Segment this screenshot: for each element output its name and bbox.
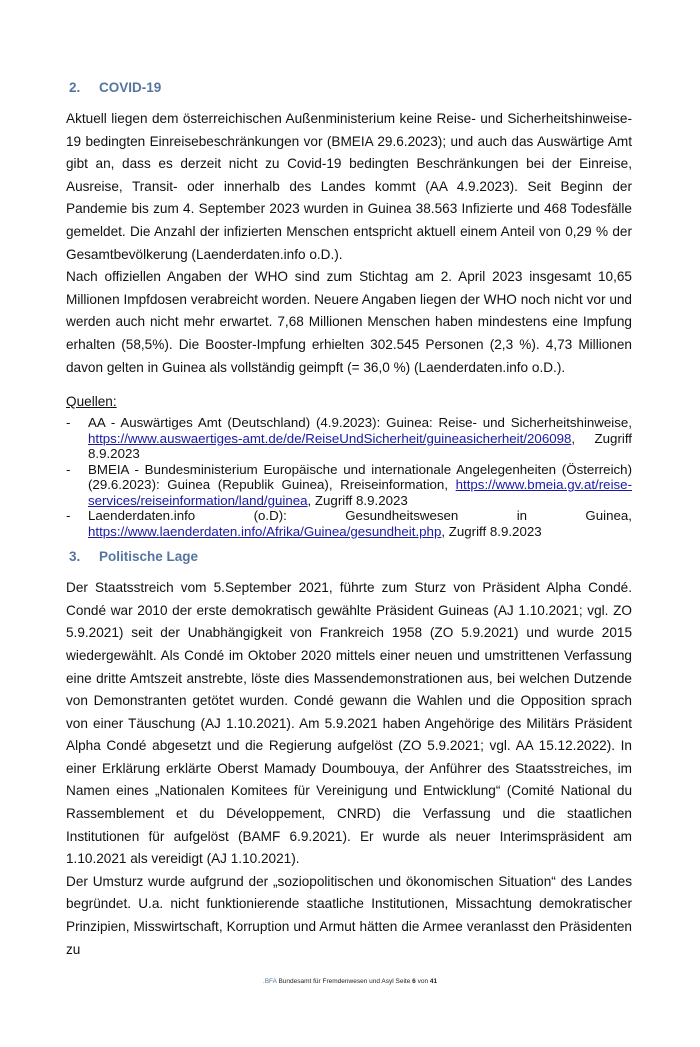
paragraph: Der Staatsstreich vom 5.September 2021, führte zum Sturz von Präsident Alpha Condé. Condé war 2010 der erste demokratisch gewählte Präsident Guineas (AJ 1.10.2021; vgl. ZO 5.9.2021) seit der Unabhängigkeit von Frankreich 1958 (ZO 5.9.2021) und wurde 2015 wiedergewählt. Als Condé im Oktober 2020 mittels einer neuen und umstrittenen Verfassung eine dritte Amtszeit anstrebte, löste dies Massendemonstrationen aus, bei welchen Dutzende von Demonstranten getötet wurden. Condé gewann die Wahlen und die Opposition sprach von einer Täuschung (AJ 1.10.2021). Am 5.9.2021 haben Angehörige des Militärs Präsident Alpha Condé abgesetzt und die Regierung aufgelöst (ZO 5.9.2021; vgl. AA 15.12.2022). In einer Erklärung erklärte Oberst Mamady Doumbouya, der Anführer des Staatsstreiches, im Namen eines „Nationalen Komitees für Vereinigung und Entwicklung“ (Comité National du Rassemblement et du Développement, CNRD) die Verfassung und die staatlichen Institutionen für aufgelöst (BAMF 6.9.2021). Er wurde als neuer Interimspräsident am 1.10.2021 als vereidigt (AJ 1.10.2021). — [66, 580, 632, 867]
sources-list — [66, 415, 632, 539]
section-heading-politics: 3. Politische Lage — [69, 549, 199, 565]
paragraph: Der Umsturz wurde aufgrund der „soziopolitischen und ökonomischen Situation“ des Landes begründet. U.a. nicht funktionierende staatliche Institutionen, Missachtung demokratischer Prinzipien, Misswirtschaft, Korruption und Armut hätten die Armee veranlasst den Präsidenten zu — [66, 873, 632, 957]
source-link[interactable]: https://www.auswaertiges-amt.de/de/ReiseUndSicherheit/guineasicherheit/206098 — [88, 430, 572, 446]
document-page — [66, 78, 632, 961]
paragraph: Nach offiziellen Angaben der WHO sind zum Stichtag am 2. April 2023 insgesamt 10,65 Millionen Impfdosen verabreicht worden. Neuere Angaben liegen der WHO noch nicht vor und werden auch nicht mehr erwartet. 7,68 Millionen Menschen haben mindestens eine Impfung erhalten (58,5%). Die Booster-Impfung erhielten 302.545 Personen (2,3 %). 4,73 Millionen davon gelten in Guinea als vollständig geimpft (= 36,0 %) (Laenderdaten.info o.D.). — [66, 269, 632, 375]
source-item: - AA - Auswärtiges Amt (Deutschland) (4.9.2023): Guinea: Reise- und Sicherheitshinweise, https://www.auswaertiges-amt.de/de/ReiseUndSicherheit/guineasicherheit/206098, Zugriff 8.9.2023 — [66, 415, 632, 462]
source-item: - BMEIA - Bundesministerium Europäische und internationale Angelegenheiten (Österreich) (29.6.2023): Guinea (Republik Guinea), Rreiseinformation, https://www.bmeia.gv.at/reise-services/reiseinformation/land/guinea, Zugriff 8.9.2023 — [66, 461, 632, 508]
page-total: 41 — [429, 978, 438, 986]
source-link[interactable]: https://www.laenderdaten.info/Afrika/Guinea/gesundheit.php — [88, 523, 442, 539]
page-footer: .BFA Bundesamt für Fremdenwesen und Asyl Seite 6 von 41 — [262, 978, 438, 986]
paragraph: Aktuell liegen dem österreichischen Außenministerium keine Reise- und Sicherheitshinweise-19 bedingten Einreisebeschränkungen vor (BMEIA 29.6.2023); und auch das Auswärtige Amt gibt an, dass es derzeit nicht zu Covid-19 bedingten Beschränkungen bei der Einreise, Ausreise, Transit- oder innerhalb des Landes kommt (AA 4.9.2023). Seit Beginn der Pandemie bis zum 4. September 2023 wurden in Guinea 38.563 Infizierte und 468 Todesfälle gemeldet. Die Anzahl der infizierten Menschen entspricht aktuell einem Anteil von 0,29 % der Gesamtbevölkerung (Laenderdaten.info o.D.). — [66, 111, 632, 262]
sources-title: Quellen: — [66, 394, 117, 410]
page-number: 6 — [412, 978, 416, 986]
source-item: - Laenderdaten.info (o.D): Gesundheitswesen in Guinea, https://www.laenderdaten.info/Afrika/Guinea/gesundheit.php, Zugriff 8.9.2023 — [66, 508, 632, 539]
section-heading-covid: 2. COVID-19 — [69, 80, 162, 95]
source-link[interactable]: https://www.bmeia.gv.at/reise-services/reiseinformation/land/guinea — [88, 477, 632, 508]
bfa-logo: .BFA — [262, 978, 277, 986]
